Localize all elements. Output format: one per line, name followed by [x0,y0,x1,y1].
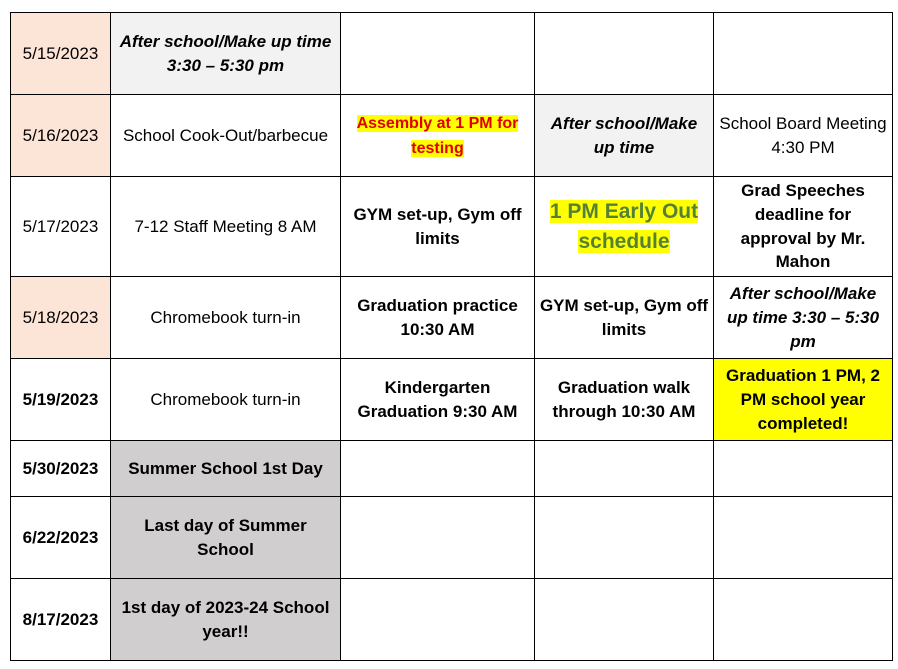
event-cell: After school/Make up time 3:30 – 5:30 pm [714,277,893,359]
date-cell: 8/17/2023 [11,579,111,661]
date-cell: 5/30/2023 [11,441,111,497]
event-cell: Graduation walk through 10:30 AM [535,359,714,441]
table-row [11,579,893,661]
event-cell [535,13,714,95]
event-cell: 7-12 Staff Meeting 8 AM [111,177,341,277]
event-cell [341,95,535,177]
event-cell [535,177,714,277]
event-cell: School Board Meeting 4:30 PM [714,95,893,177]
event-cell [535,497,714,579]
event-cell: After school/Make up time 3:30 – 5:30 pm [111,13,341,95]
event-cell [341,441,535,497]
event-cell [341,13,535,95]
event-cell: GYM set-up, Gym off limits [535,277,714,359]
date-cell: 5/15/2023 [11,13,111,95]
date-cell: 5/19/2023 [11,359,111,441]
event-cell: Chromebook turn-in [111,359,341,441]
highlighted-text: Assembly at 1 PM for testing [356,115,519,157]
event-cell: Graduation 1 PM, 2 PM school year completed! [714,359,893,441]
event-cell [714,497,893,579]
highlighted-text: 1 PM Early Out schedule [549,200,699,253]
event-cell [714,441,893,497]
table-row [11,441,893,497]
date-cell: 6/22/2023 [11,497,111,579]
event-cell: After school/Make up time [535,95,714,177]
table-row [11,359,893,441]
event-cell: School Cook-Out/barbecue [111,95,341,177]
table-row [11,95,893,177]
event-cell [341,497,535,579]
event-cell [535,441,714,497]
table-row [11,177,893,277]
date-cell: 5/16/2023 [11,95,111,177]
event-cell [714,13,893,95]
event-cell [535,579,714,661]
date-cell: 5/17/2023 [11,177,111,277]
table-row [11,277,893,359]
event-cell: Graduation practice 10:30 AM [341,277,535,359]
table-row [11,497,893,579]
event-cell: GYM set-up, Gym off limits [341,177,535,277]
date-cell: 5/18/2023 [11,277,111,359]
event-cell: Kindergarten Graduation 9:30 AM [341,359,535,441]
event-cell: Grad Speeches deadline for approval by Mr. Mahon [714,177,893,277]
table-row [11,13,893,95]
event-cell: 1st day of 2023-24 School year!! [111,579,341,661]
schedule-table [10,12,893,661]
event-cell [714,579,893,661]
event-cell: Chromebook turn-in [111,277,341,359]
event-cell [341,579,535,661]
event-cell: Last day of Summer School [111,497,341,579]
event-cell: Summer School 1st Day [111,441,341,497]
